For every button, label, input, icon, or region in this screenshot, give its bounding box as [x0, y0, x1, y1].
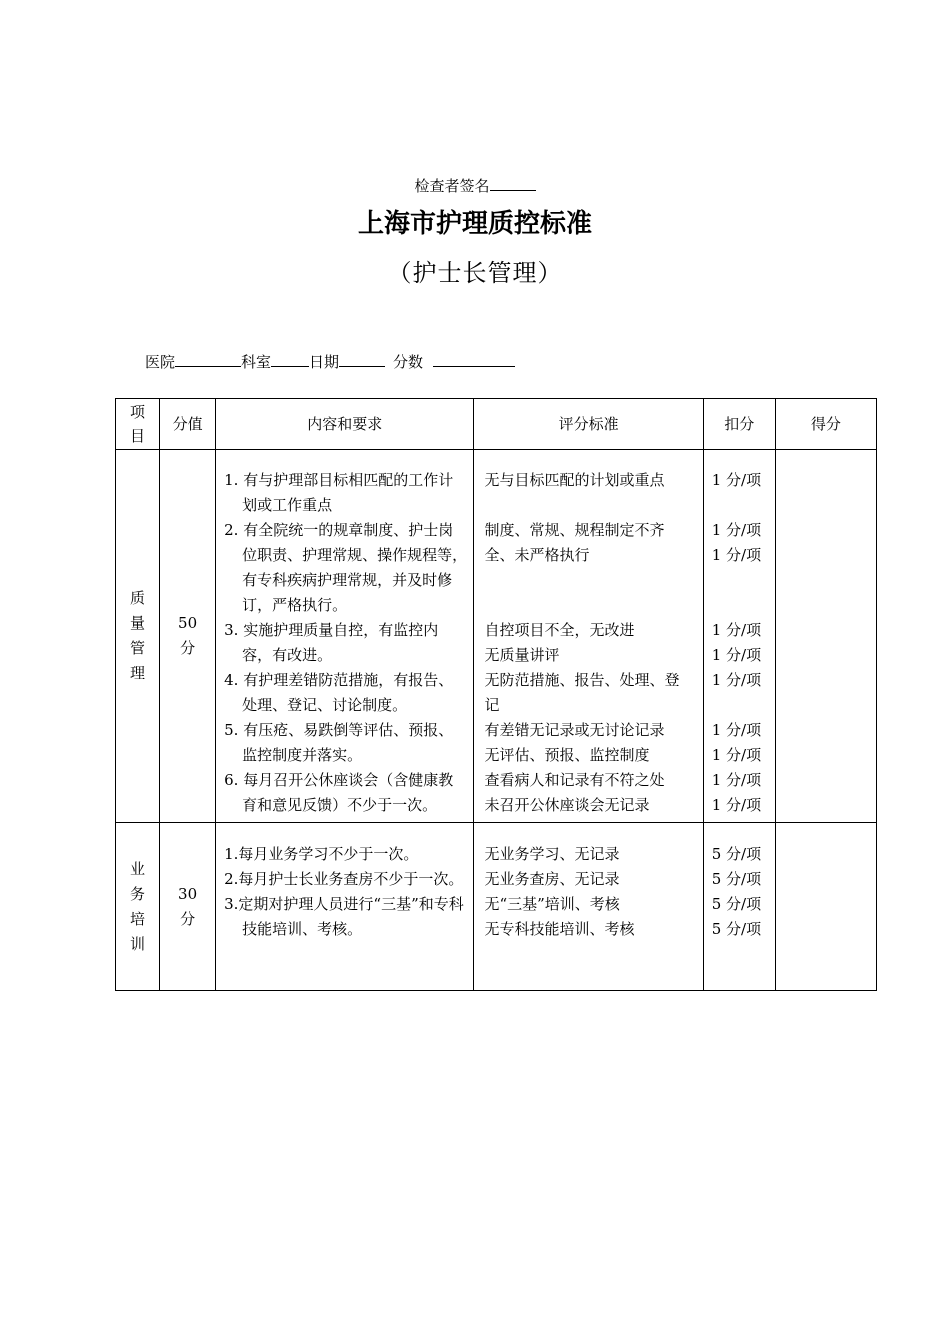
score-blank[interactable] — [433, 350, 515, 367]
deduct-line — [712, 568, 771, 593]
list-item: 3.定期对护理人员进行“三基”和专科技能培训、考核。 — [224, 895, 464, 938]
header-criteria: 评分标准 — [474, 399, 703, 450]
list-item: 4. 有护理差错防范措施，有报告、处理、登记、讨论制度。 — [224, 671, 454, 714]
list-item: 5. 有压疮、易跌倒等评估、预报、监控制度并落实。 — [224, 721, 454, 764]
deduct-line: 1 分/项 — [711, 471, 762, 489]
section-deduct-quality — [703, 450, 775, 823]
header-score: 分值 — [160, 399, 216, 450]
criteria-line — [484, 593, 698, 618]
hospital-label: 医院 — [145, 353, 176, 371]
section-item-quality: 质 量 管 理 — [116, 450, 160, 823]
deduct-line: 5 分/项 — [711, 870, 762, 888]
form-meta-line — [145, 350, 515, 373]
deduct-line: 5 分/项 — [711, 920, 762, 938]
deduct-line — [712, 493, 771, 518]
criteria-line: 查看病人和记录有不符之处 — [484, 771, 665, 789]
deduct-line — [712, 693, 771, 718]
section-item-training: 业 务 培 训 — [116, 823, 160, 991]
table-header-row — [116, 399, 877, 450]
quality-control-table — [115, 398, 877, 991]
deduct-line: 1 分/项 — [711, 746, 762, 764]
section-criteria-training — [474, 823, 703, 991]
list-item: 1. 有与护理部目标相匹配的工作计划或工作重点 — [224, 471, 454, 514]
criteria-line: 无专科技能培训、考核 — [484, 920, 635, 938]
criteria-line: 无防范措施、报告、处理、登 — [484, 671, 680, 689]
deduct-line: 5 分/项 — [711, 895, 762, 913]
table-row — [116, 450, 877, 823]
criteria-line — [484, 493, 698, 518]
criteria-line: 无业务学习、无记录 — [484, 845, 620, 863]
deduct-line: 5 分/项 — [711, 845, 762, 863]
section-get-quality[interactable] — [775, 450, 876, 823]
criteria-line: 无质量讲评 — [484, 646, 560, 664]
deduct-line: 1 分/项 — [711, 621, 762, 639]
deduct-line — [712, 593, 771, 618]
header-item: 项 目 — [116, 399, 160, 450]
section-score-training: 30 分 — [160, 823, 216, 991]
deduct-line: 1 分/项 — [711, 521, 762, 539]
inspector-label: 检查者签名 — [414, 177, 490, 195]
deduct-line: 1 分/项 — [711, 546, 762, 564]
list-item: 6. 每月召开公休座谈会（含健康教育和意见反馈）不少于一次。 — [224, 771, 454, 814]
deduct-line: 1 分/项 — [711, 771, 762, 789]
criteria-line: 无评估、预报、监控制度 — [484, 746, 650, 764]
inspector-signature — [0, 176, 950, 196]
criteria-line: 制度、常规、规程制定不齐 — [484, 521, 665, 539]
list-item: 2. 有全院统一的规章制度、护士岗位职责、护理常规、操作规程等，有专科疾病护理常规，并及时修订，严格执行。 — [224, 521, 468, 614]
list-item: 2.每月护士长业务查房不少于一次。 — [224, 870, 464, 888]
deduct-line: 1 分/项 — [711, 796, 762, 814]
page-subtitle: （护士长管理） — [387, 259, 563, 287]
list-item: 1.每月业务学习不少于一次。 — [224, 845, 419, 863]
criteria-line: 无“三基”培训、考核 — [484, 895, 620, 913]
section-get-training[interactable] — [775, 823, 876, 991]
criteria-line: 记 — [484, 696, 500, 714]
deduct-line: 1 分/项 — [711, 671, 762, 689]
criteria-line — [484, 568, 698, 593]
dept-blank[interactable] — [271, 350, 309, 367]
hospital-blank[interactable] — [175, 350, 241, 367]
deduct-line: 1 分/项 — [711, 721, 762, 739]
section-score-quality: 50 分 — [160, 450, 216, 823]
section-criteria-quality — [474, 450, 703, 823]
dept-label: 科室 — [241, 353, 272, 371]
criteria-line: 全、未严格执行 — [484, 546, 590, 564]
header-deduct: 扣分 — [703, 399, 775, 450]
section-deduct-training — [703, 823, 775, 991]
header-content: 内容和要求 — [216, 399, 474, 450]
criteria-line: 未召开公休座谈会无记录 — [484, 796, 650, 814]
inspector-signature-blank[interactable] — [490, 176, 536, 191]
date-label: 日期 — [309, 353, 340, 371]
list-item: 3. 实施护理质量自控，有监控内容，有改进。 — [224, 621, 439, 664]
page-title: 上海市护理质控标准 — [357, 209, 592, 239]
criteria-line: 无与目标匹配的计划或重点 — [484, 471, 665, 489]
date-blank[interactable] — [339, 350, 385, 367]
table-row — [116, 823, 877, 991]
section-content-quality — [216, 450, 474, 823]
criteria-line: 自控项目不全，无改进 — [484, 621, 635, 639]
criteria-line: 有差错无记录或无讨论记录 — [484, 721, 665, 739]
deduct-line: 1 分/项 — [711, 646, 762, 664]
score-label: 分数 — [393, 353, 424, 371]
criteria-line: 无业务查房、无记录 — [484, 870, 620, 888]
header-get: 得分 — [775, 399, 876, 450]
section-content-training — [216, 823, 474, 991]
